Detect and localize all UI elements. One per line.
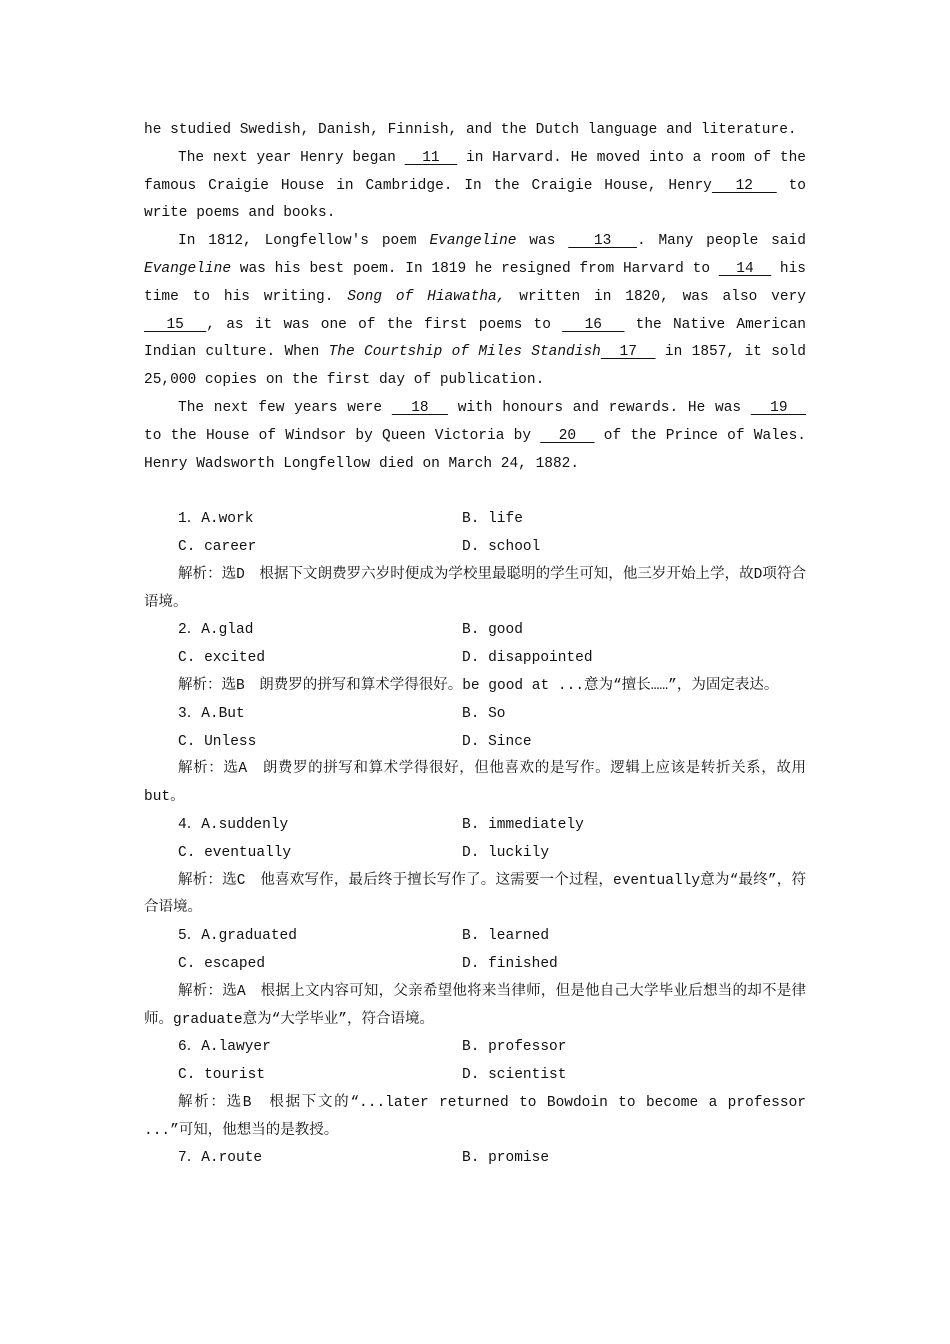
options-row xyxy=(144,1062,806,1090)
option-b: B. immediately xyxy=(462,816,584,833)
options-row xyxy=(144,1034,806,1062)
option-a: 3．A.But xyxy=(178,705,245,722)
answer-analysis: 解析：选B 根据下文的“...later returned to Bowdoin to become a professor ...”可知，他想当的是教授。 xyxy=(144,1094,806,1139)
answer-analysis: 解析：选B 朗费罗的拼写和算术学得很好。be good at ...意为“擅长……”，为固定表达。 xyxy=(178,677,779,694)
options-row xyxy=(144,506,806,534)
option-c: C. tourist xyxy=(178,1067,266,1084)
answer-analysis: 解析：选A 根据上文内容可知，父亲希望他将来当律师，但是他自己大学毕业后想当的却不是律师。graduate意为“大学毕业”，符合语境。 xyxy=(144,983,806,1028)
option-a: 7．A.route xyxy=(178,1150,263,1167)
option-a: 1．A.work xyxy=(178,511,254,528)
option-d: D. finished xyxy=(462,955,558,972)
option-c: C. career xyxy=(178,538,257,555)
option-b: B. So xyxy=(462,705,506,722)
blank-11: 11 xyxy=(404,149,458,166)
option-b: B. promise xyxy=(462,1150,550,1167)
option-b: B. life xyxy=(462,511,523,528)
blank-15: 15 xyxy=(144,316,207,333)
options-row xyxy=(144,645,806,673)
blank-19: 19 xyxy=(750,399,806,416)
option-a: 6．A.lawyer xyxy=(178,1039,271,1056)
option-c: C. escaped xyxy=(178,955,266,972)
options-row xyxy=(144,534,806,562)
passage-paragraph-2: In 1812, Longfellow's poem Evangeline was 13 . Many people said Evangeline was his best poem. In 1819 he resigned from Harvard to 14 his time to his writing. Song of Hiawatha, written in 1820, was also very 15 , as it was one of the first poems to 16 the Native American Indian culture. When The Courtship of Miles Standish 17 in 1857, it sold 25,000 copies on the first day of publication. xyxy=(144,233,807,389)
option-b: B. good xyxy=(462,622,523,639)
title-hiawatha: Song of Hiawatha, xyxy=(347,288,506,305)
answer-analysis: 解析：选A 朗费罗的拼写和算术学得很好，但他喜欢的是写作。逻辑上应该是转折关系，故用but。 xyxy=(144,761,806,806)
option-b: B. learned xyxy=(462,928,550,945)
option-d: D. luckily xyxy=(462,844,550,861)
option-c: C. eventually xyxy=(178,844,292,861)
options-row xyxy=(144,923,806,951)
options-row xyxy=(144,729,806,757)
document-page xyxy=(144,117,806,1173)
blank-18: 18 xyxy=(391,399,448,416)
options-row xyxy=(144,951,806,979)
option-d: D. school xyxy=(462,538,541,555)
options-row xyxy=(144,840,806,868)
option-c: C. excited xyxy=(178,650,266,667)
options-row xyxy=(144,701,806,729)
option-a: 5．A.graduated xyxy=(178,928,297,945)
option-d: D. scientist xyxy=(462,1067,567,1084)
blank-16: 16 xyxy=(562,316,625,333)
passage-paragraph-1: The next year Henry began 11 in Harvard. He moved into a room of the famous Craigie House in Cambridge. In the Craigie House, Henry 12 to write poems and books. xyxy=(144,149,806,222)
options-row xyxy=(144,1145,806,1173)
options-row xyxy=(144,617,806,645)
blank-14: 14 xyxy=(718,260,772,277)
title-evangeline: Evangeline xyxy=(144,260,232,277)
blank-12: 12 xyxy=(711,177,777,194)
option-d: D. disappointed xyxy=(462,650,593,667)
answer-analysis: 解析：选C 他喜欢写作，最后终于擅长写作了。这需要一个过程，eventually意为“最终”，符合语境。 xyxy=(144,872,806,917)
title-courtship: The Courtship of Miles Standish xyxy=(328,344,601,361)
answer-analysis: 解析：选D 根据下文朗费罗六岁时便成为学校里最聪明的学生可知，他三岁开始上学，故D项符合语境。 xyxy=(144,566,806,611)
passage-paragraph-0: he studied Swedish, Danish, Finnish, and the Dutch language and literature. xyxy=(144,122,797,138)
option-b: B. professor xyxy=(462,1039,567,1056)
options-row xyxy=(144,812,806,840)
section-gap xyxy=(144,478,806,506)
passage-paragraph-3: The next few years were 18 with honours and rewards. He was 19 to the House of Windsor by Queen Victoria by 20 of the Prince of Wales. Henry Wadsworth Longfellow died on March 24, 1882. xyxy=(144,399,806,472)
option-a: 4．A.suddenly xyxy=(178,816,289,833)
blank-13: 13 xyxy=(568,233,637,250)
title-evangeline: Evangeline xyxy=(429,233,517,250)
option-d: D. Since xyxy=(462,733,532,750)
option-a: 2．A.glad xyxy=(178,622,254,639)
blank-17: 17 xyxy=(600,344,656,361)
option-c: C. Unless xyxy=(178,733,257,750)
blank-20: 20 xyxy=(540,427,595,444)
